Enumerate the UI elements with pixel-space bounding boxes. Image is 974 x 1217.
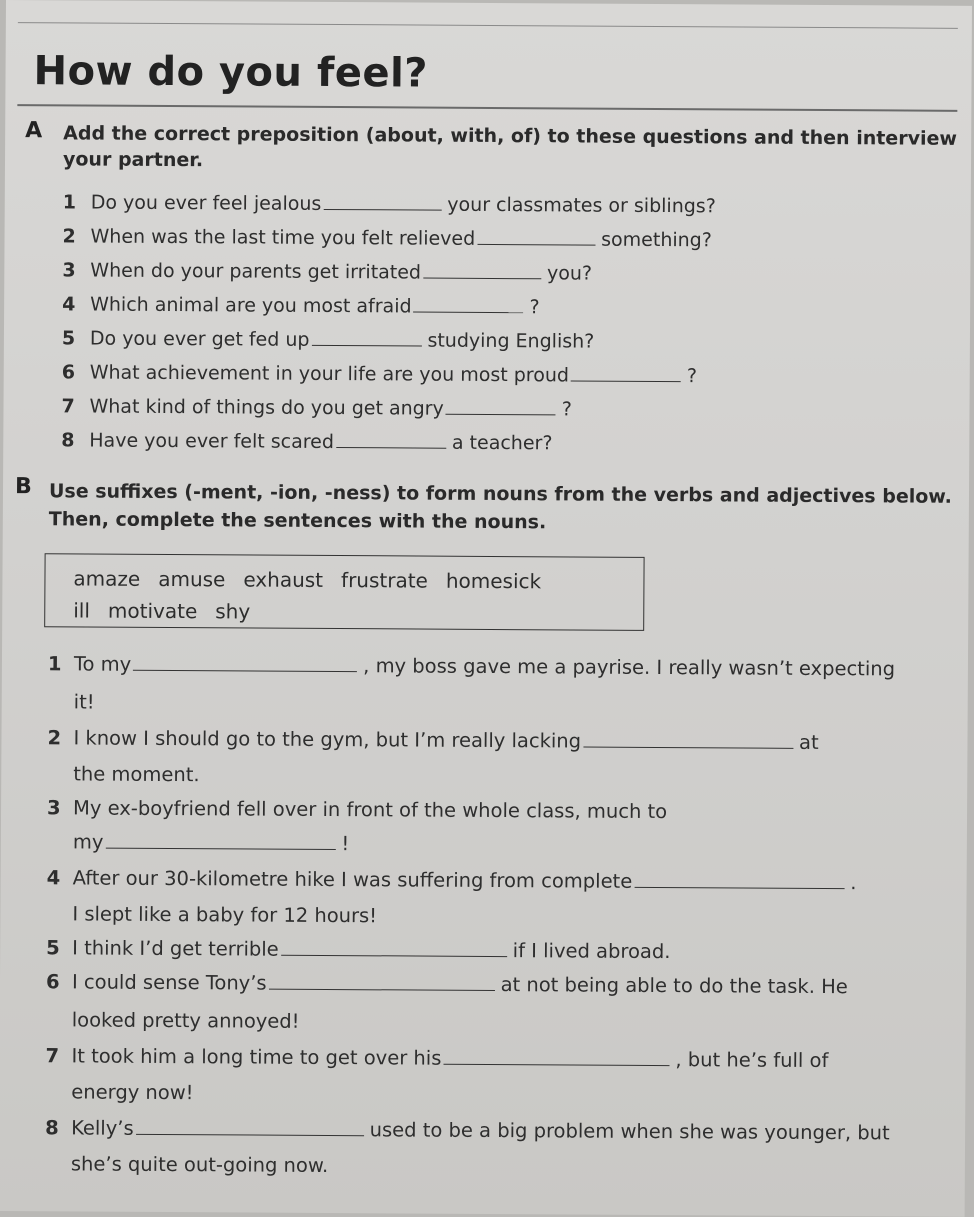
question-text-after: studying English? — [427, 329, 595, 353]
answer-blank[interactable] — [634, 886, 844, 889]
question-a-3 — [62, 258, 592, 285]
answer-blank[interactable] — [336, 446, 446, 449]
sentence-text-after: at not being able to do the task. He — [500, 973, 848, 999]
sentence-b-4 — [47, 860, 857, 900]
sentence-b-8 — [45, 1110, 890, 1150]
word-amuse: amuse — [158, 566, 226, 592]
answer-blank[interactable] — [311, 344, 421, 347]
question-text-after: your classmates or siblings? — [447, 193, 716, 218]
question-text: Have you ever felt scared — [89, 429, 334, 454]
question-a-1 — [63, 190, 716, 218]
word-motivate: motivate — [107, 598, 198, 624]
question-text-after: ? — [686, 365, 698, 388]
question-a-5 — [62, 326, 594, 353]
answer-blank[interactable] — [105, 847, 335, 850]
question-a-2 — [62, 224, 711, 252]
question-a-7 — [61, 394, 571, 421]
sentence-b-7 — [45, 1038, 828, 1078]
sentence-number: 1 — [47, 652, 62, 676]
section-a-instruction-line1: Add the correct preposition (about, with, of) to these questions and then interview — [63, 122, 958, 150]
word-amaze: amaze — [73, 566, 141, 591]
question-number: 1 — [62, 191, 77, 214]
answer-blank[interactable] — [583, 746, 793, 749]
answer-blank[interactable] — [269, 988, 495, 991]
question-text: What achievement in your life are you most proud — [89, 361, 570, 387]
answer-blank[interactable] — [446, 413, 556, 416]
sentence-number: 5 — [46, 936, 60, 960]
question-text-after: something? — [601, 228, 712, 252]
answer-blank[interactable] — [477, 243, 595, 246]
answer-blank[interactable] — [571, 379, 681, 382]
question-text: What kind of things do you get angry — [89, 395, 444, 420]
word-box — [44, 553, 644, 631]
question-text-after: a teacher? — [451, 431, 553, 455]
sentence-text-after: . — [850, 871, 857, 895]
question-text: Which animal are you most afraid — [90, 293, 412, 318]
sentence-b-2-continuation: the moment. — [73, 762, 200, 787]
question-text-after: ? — [561, 398, 572, 421]
sentence-text-after: , my boss gave me a payrise. I really wasn’t expecting — [363, 654, 896, 681]
sentence-text: I could sense Tony’s — [71, 970, 267, 995]
word-shy: shy — [215, 599, 251, 624]
sentence-number: 7 — [45, 1044, 60, 1068]
section-a-instruction-line2: your partner. — [62, 148, 204, 172]
sentence-text: My ex-boyfriend fell over in front of the whole class, much to — [72, 796, 668, 824]
sentence-number: 3 — [46, 796, 61, 820]
sentence-b-1 — [48, 646, 895, 686]
sentence-number: 6 — [45, 970, 60, 994]
sentence-b-2 — [47, 720, 818, 760]
sentence-text: I know I should go to the gym, but I’m really lacking — [73, 726, 582, 753]
answer-blank[interactable] — [281, 954, 507, 957]
question-text: When do your parents get irritated — [90, 259, 422, 284]
answer-blank[interactable] — [136, 1133, 364, 1136]
sentence-b-6 — [46, 964, 848, 1004]
section-a-letter: A — [25, 118, 43, 144]
question-number: 7 — [61, 395, 75, 418]
answer-blank[interactable] — [423, 277, 541, 280]
sentence-b-3-continuation — [73, 830, 350, 855]
word-ill: ill — [73, 598, 91, 623]
sentence-text: To my — [73, 652, 132, 676]
answer-blank[interactable] — [133, 669, 357, 672]
question-text: Do you ever get fed up — [89, 327, 310, 351]
sentence-number: 4 — [46, 866, 61, 890]
sentence-number: 8 — [45, 1116, 59, 1140]
sentence-b-7-continuation: energy now! — [71, 1080, 194, 1105]
question-text: Do you ever feel jealous — [90, 191, 322, 215]
sentence-b-3 — [47, 790, 667, 829]
question-number: 8 — [61, 429, 75, 452]
word-box-row-2 — [73, 594, 643, 629]
answer-blank[interactable] — [414, 310, 524, 313]
top-rule — [18, 22, 958, 29]
sentence-text-after: used to be a big problem when she was younger, but — [369, 1118, 890, 1145]
sentence-text: After our 30-kilometre hike I was suffering from complete — [72, 866, 633, 893]
question-number: 3 — [62, 259, 76, 282]
word-frustrate: frustrate — [340, 568, 428, 593]
title-underline — [17, 104, 957, 112]
sentence-text-after: at — [799, 730, 819, 754]
section-b-letter: B — [14, 474, 32, 500]
page-title: How do you feel? — [33, 48, 429, 97]
question-a-6 — [62, 360, 697, 388]
answer-blank[interactable] — [443, 1063, 669, 1066]
sentence-b-8-continuation: she’s quite out-going now. — [70, 1152, 329, 1177]
question-text-after: ? — [529, 296, 540, 319]
word-homesick: homesick — [445, 568, 542, 594]
question-number: 6 — [61, 361, 76, 384]
sentence-text: I think I’d get terrible — [72, 936, 279, 961]
section-b-instruction-line1: Use suffixes (-ment, -ion, -ness) to form nouns from the verbs and adjectives below. — [48, 480, 952, 508]
sentence-b-1-continuation: it! — [73, 690, 95, 714]
sentence-text: Kelly’s — [71, 1116, 134, 1140]
sentence-text-after: , but he’s full of — [675, 1048, 829, 1073]
section-b-instruction-line2: Then, complete the sentences with the nouns. — [48, 508, 547, 534]
sentence-number: 2 — [47, 726, 62, 750]
question-a-8 — [61, 428, 552, 455]
question-number: 4 — [62, 293, 76, 316]
question-text: When was the last time you felt relieved — [90, 225, 476, 250]
sentence-text: It took him a long time to get over his — [71, 1044, 442, 1070]
word-exhaust: exhaust — [243, 567, 324, 592]
sentence-b-4-continuation: I slept like a baby for 12 hours! — [72, 902, 378, 928]
sentence-text-after: if I lived abroad. — [512, 939, 671, 964]
question-number: 2 — [62, 225, 76, 248]
sentence-text: my — [72, 830, 104, 854]
sentence-text-after: ! — [341, 832, 350, 856]
sentence-b-5 — [46, 930, 670, 969]
question-number: 5 — [61, 327, 76, 350]
answer-blank[interactable] — [323, 208, 441, 211]
word-box-row-1 — [73, 562, 643, 597]
sentence-b-6-continuation: looked pretty annoyed! — [71, 1008, 300, 1033]
question-a-4 — [62, 292, 540, 319]
question-text-after: you? — [546, 262, 593, 285]
